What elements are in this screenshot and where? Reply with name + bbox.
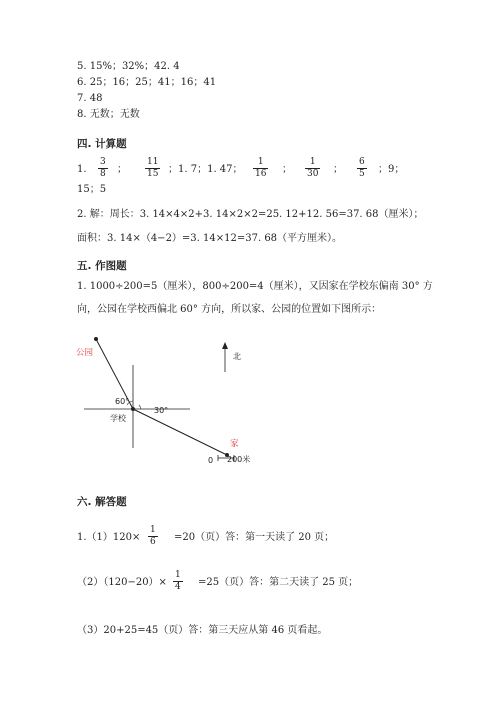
answer-line-7: 7. 48 xyxy=(77,93,103,104)
separator: ； xyxy=(117,164,127,175)
answer-line-6: 6. 25；16；25；41；16；41 xyxy=(77,77,217,88)
section-5-title: 五. 作图题 xyxy=(77,260,127,272)
fraction-11-15: $\frac{11}{15}$ xyxy=(147,157,159,179)
fraction-1-30: $\frac{1}{30}$ xyxy=(307,157,319,179)
solve-q2-end: =25（页）答：第二天读了 25 页； xyxy=(198,577,359,588)
solve-q3: （3）20+25=45（页）答：第三天应从第 46 页看起。 xyxy=(77,625,328,636)
drawing-q1-line-2: 向，公园在学校西偏北 60° 方向，所以家、公园的位置如下图所示： xyxy=(77,304,382,315)
north-label: 北 xyxy=(233,352,241,361)
park-point xyxy=(94,337,98,341)
fraction-1-6: $\frac{1}{6}$ xyxy=(150,525,156,547)
park-label: 公园 xyxy=(76,348,94,358)
fraction-1-4: $\frac{1}{4}$ xyxy=(175,570,181,592)
section-6-title: 六. 解答题 xyxy=(77,496,127,508)
solve-q1-end: =20（页）答：第一天读了 20 页； xyxy=(174,532,335,543)
fraction-3-8: $\frac{3}{8}$ xyxy=(100,157,106,179)
line-to-home xyxy=(133,409,227,455)
q2-line-2: 面积：3. 14×（4−2）=3. 14×12=37. 68（平方厘米）。 xyxy=(77,233,343,244)
angle-30-label: 30° xyxy=(154,406,169,415)
fraction-6-5: $\frac{6}{5}$ xyxy=(359,157,365,179)
separator: ；1. 7；1. 47； xyxy=(168,164,243,175)
q1-tail: 15；5 xyxy=(77,184,107,195)
q1-prefix: 1. xyxy=(77,164,87,175)
angle-60-label: 60° xyxy=(115,397,130,406)
section-4-title: 四. 计算题 xyxy=(77,138,127,150)
school-point xyxy=(131,407,135,411)
fraction-1-16: $\frac{1}{16}$ xyxy=(255,157,267,179)
separator: ；9； xyxy=(378,164,405,175)
scale-zero-label: 0 xyxy=(208,456,214,465)
north-arrow-head xyxy=(222,342,228,349)
separator: ； xyxy=(333,164,343,175)
school-label: 学校 xyxy=(110,414,126,423)
angle-arc-30 xyxy=(139,405,141,409)
drawing-q1-line-1: 1. 1000÷200=5（厘米），800÷200=4（厘米），又因家在学校东偏南 30° 方 xyxy=(77,281,433,292)
q2-line-1: 2. 解：周长：3. 14×4×2+3. 14×2×2=25. 12+12. 56=37. 68（厘米）； xyxy=(77,209,424,220)
answer-line-8: 8. 无数；无数 xyxy=(77,109,140,120)
solve-q1-start: 1.（1）120× xyxy=(77,532,141,543)
solve-q2-start: （2）（120−20）× xyxy=(77,577,167,588)
home-label: 家 xyxy=(230,439,239,449)
separator: ； xyxy=(282,164,292,175)
scale-unit-label: 200米 xyxy=(227,455,251,464)
answer-line-5: 5. 15%；32%；42. 4 xyxy=(77,61,180,72)
